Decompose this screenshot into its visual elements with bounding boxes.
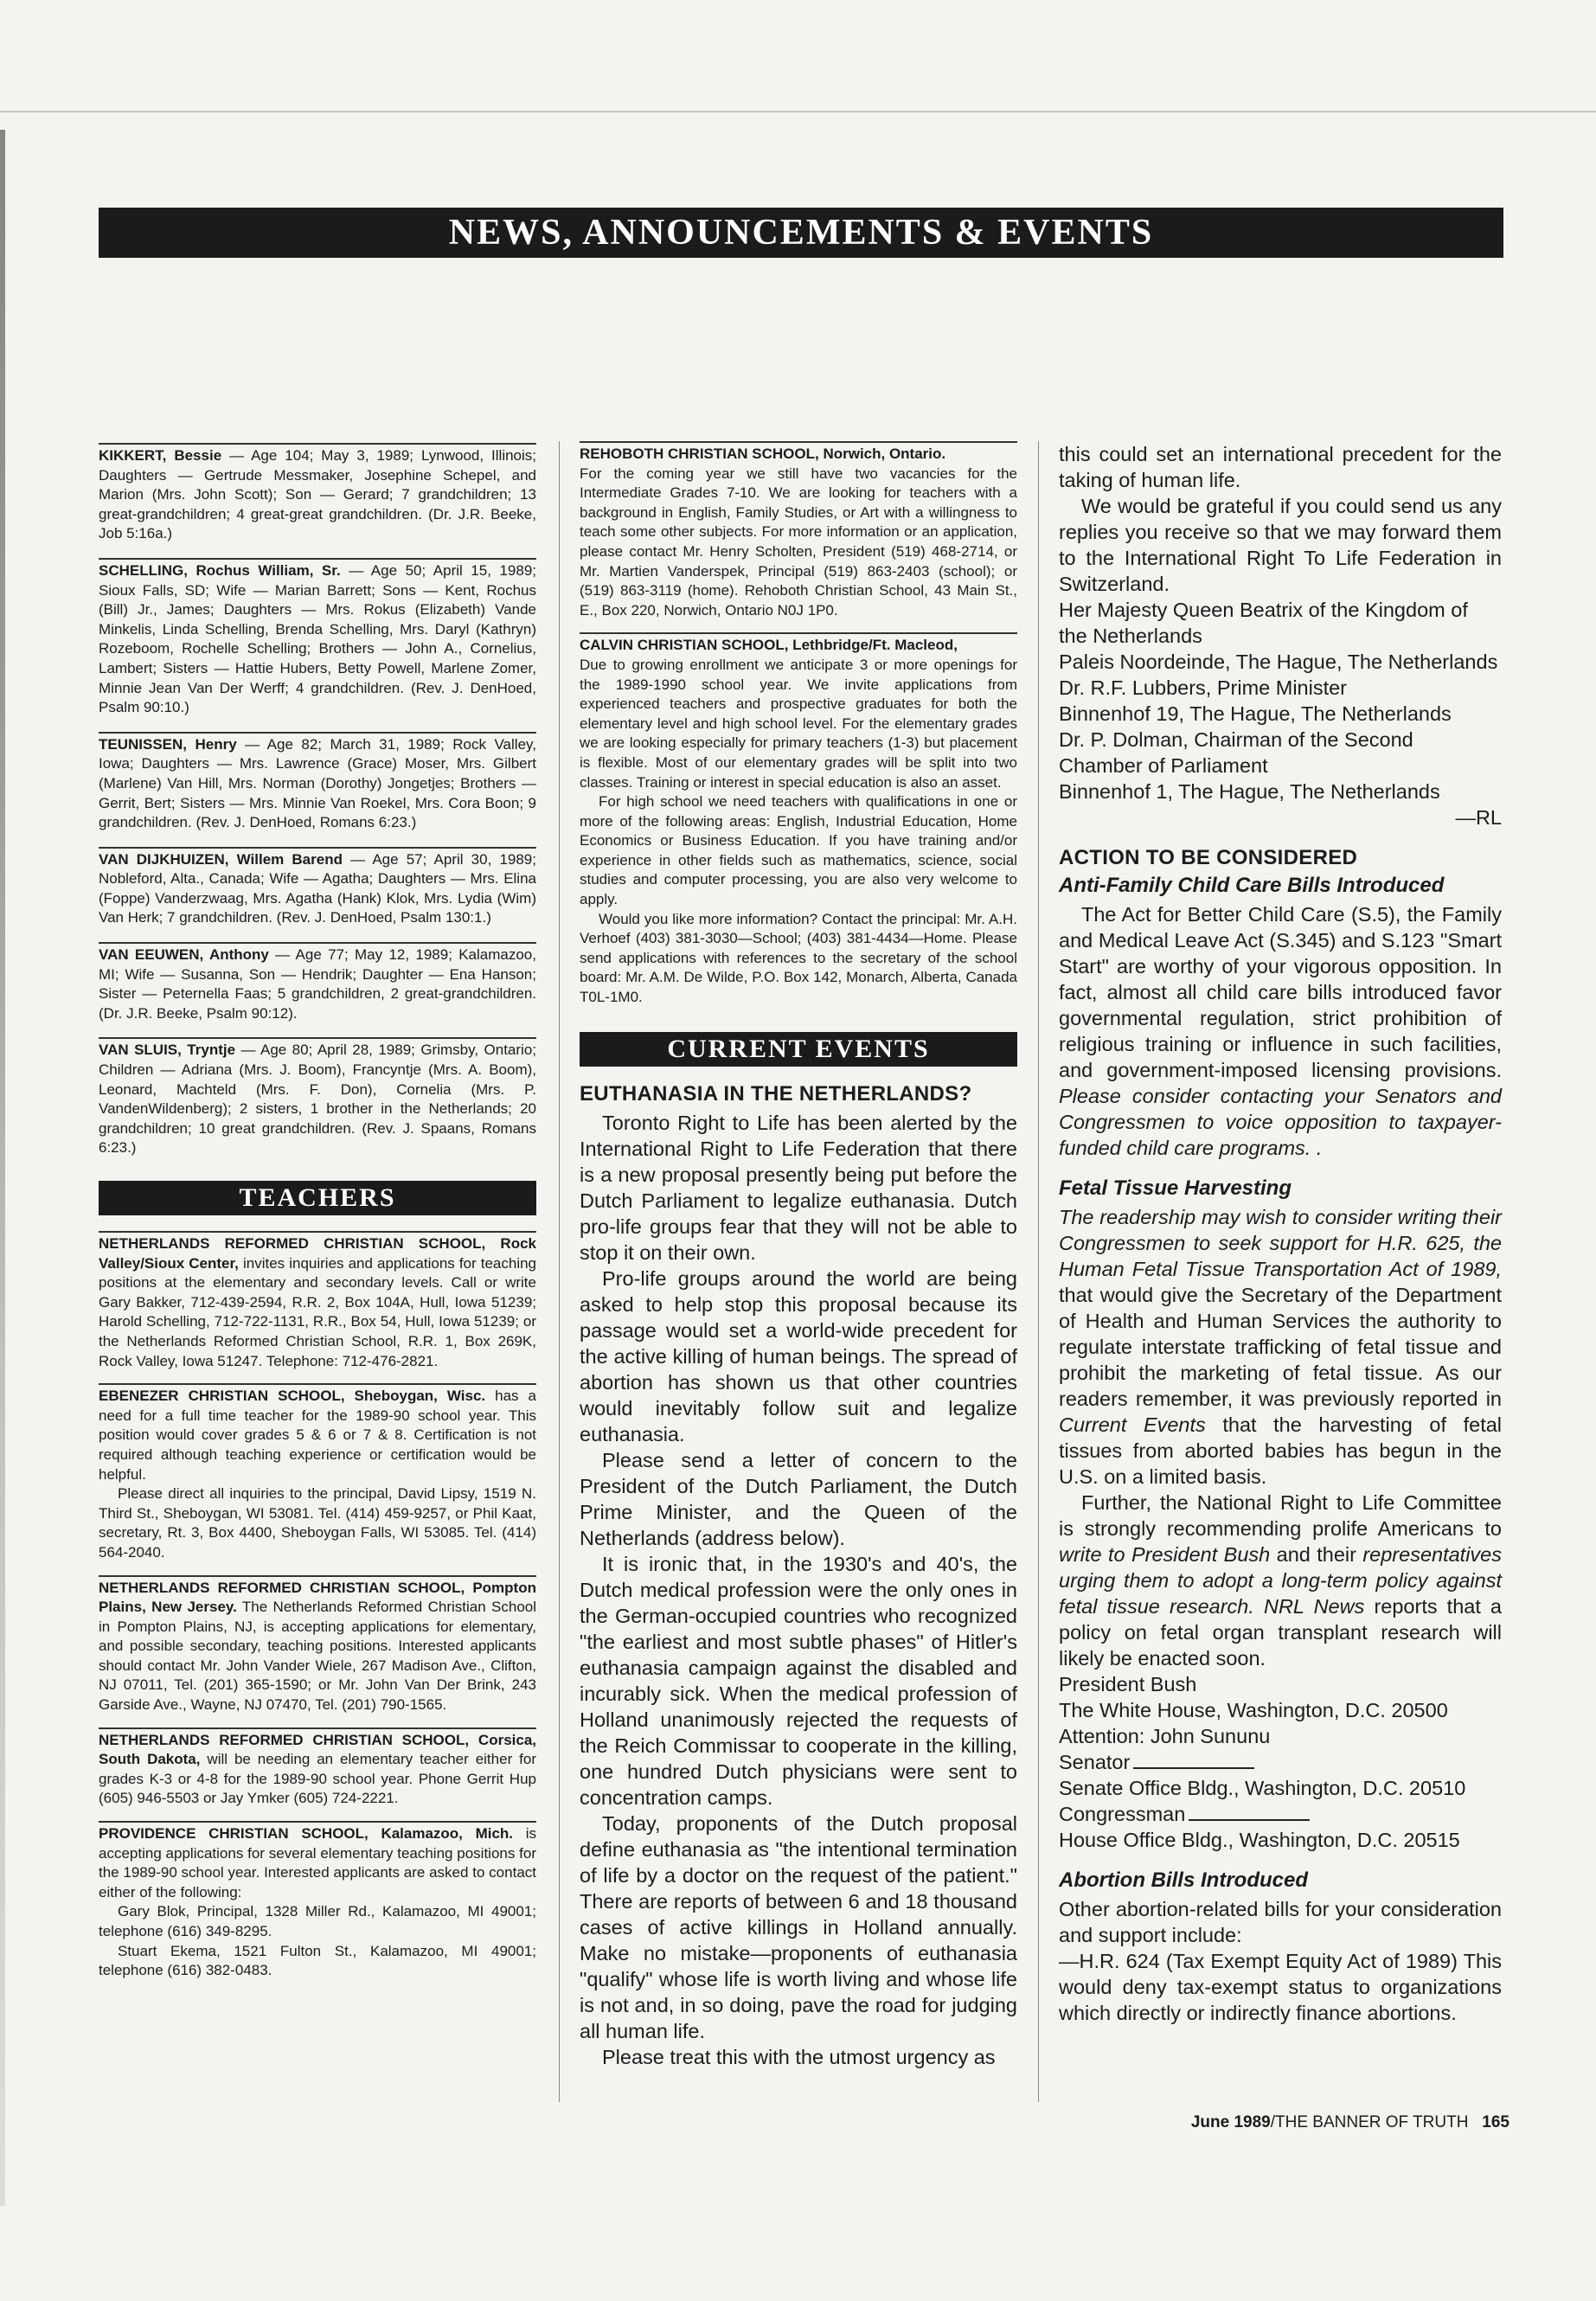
further-paragraph	[1059, 1490, 1502, 1671]
notice-rule	[99, 942, 536, 944]
obituary-text: — Age 50; April 15, 1989; Sioux Falls, SD; Wife — Marian Barrett; Sons — Kent, Rochus (Bill) Jr., James; Daughters — Mrs. Rokus (Elizabeth) Vande Minkelis, Linda Schelling, Brenda Schelling, Mrs. Daryl (Kathryn) Rozeboom, Rochelle Schelling; Brothers — John A., Cornelius, Lambert; Sisters — Hattie Hubers, Betty Powell, Marlene Zomer, Minnie Jean Van Der Werff; 4 grandchildren. (Rev. J. DenHoed, Psalm 90:10.)	[99, 561, 537, 716]
school-paragraph	[99, 1387, 536, 1484]
notice-rule	[99, 1383, 536, 1385]
obituary-entry	[99, 945, 536, 1023]
school-name: CALVIN CHRISTIAN SCHOOL, Lethbridge/Ft. Macleod,	[580, 637, 958, 654]
column-schools-current-events	[580, 441, 1017, 2070]
school-paragraph	[99, 1902, 536, 1941]
school-name: NETHERLANDS REFORMED CHRISTIAN SCHOOL, Rock Valley/Sioux Center,	[99, 1235, 536, 1272]
abortion-paragraph: Other abortion-related bills for your consideration and support include:	[1059, 1898, 1502, 1946]
notice-rule	[99, 732, 536, 734]
article-paragraph: Please send a letter of concern to the President of the Dutch Parliament, the Dutch Prime Minister, and the Queen of the Netherlands (address below).	[580, 1448, 1017, 1549]
fetal-italic: The readership may wish to consider writing their Congressmen to seek support for H.R. 625, the Human Fetal Tissue Transportation Act of 1989,	[1059, 1206, 1502, 1280]
senator-line	[1059, 1749, 1502, 1775]
scan-top-line	[0, 111, 1596, 112]
fetal-subheading: Fetal Tissue Harvesting	[1059, 1176, 1292, 1200]
obituary-text: — Age 80; April 28, 1989; Grimsby, Ontario; Children — Adriana (Mrs. J. Boom), Francyntje (Mrs. A. Boom), Leonard, Machteld (Mrs. F. Don), Cornelia (Mrs. P. VandenWildenberg); 2 sisters, 1 brother in the Netherlands; 20 grandchildren; 10 great grandchildren. (Rev. J. Spaans, Romans 6:23.)	[99, 1042, 536, 1157]
childcare-text: The Act for Better Child Care (S.5), the Family and Medical Leave Act (S.345) and S.123 "Smart Start" are worthy of your vigorous opposition. In fact, almost all child care bills introduced favor governmental regulation, strict prohibition of religious training or influence in such facilities, and government-imposed licensing provisions.	[1059, 903, 1502, 1081]
obituary-text: — Age 104; May 3, 1989; Lynwood, Illinois; Daughters — Gertrude Messmaker, Josephine Schepel, and Marion (Mrs. John Scott); Son — Gerard; 7 grandchildren; 13 great-grandchildren; 4 great-great grandchildren. (Dr. J.R. Beeke, Job 5:16a.)	[99, 447, 537, 542]
column-action	[1059, 441, 1502, 2026]
column-divider	[559, 441, 560, 2102]
address-line: Paleis Noordeinde, The Hague, The Netherlands	[1059, 651, 1498, 673]
footer-date: June 1989	[1190, 2113, 1271, 2131]
us-addresses	[1059, 1671, 1502, 1749]
article-paragraph: Today, proponents of the Dutch proposal define euthanasia as "the intentional termination of life by a doctor on the request of the patient." There are reports of between 6 and 18 thousand cases of active killings in Holland annually. Make no mistake—proponents of euthanasia "qualify" whose life is worth living and whose life is not and, in so doing, pave the road for judging all human life.	[580, 1811, 1017, 2042]
netherlands-addresses	[1059, 597, 1502, 804]
school-name: REHOBOTH CHRISTIAN SCHOOL, Norwich, Ontario.	[580, 445, 946, 462]
senator-label: Senator	[1059, 1751, 1131, 1773]
further-text: Further, the National Right to Life Committee is strongly recommending prolife Americans to	[1059, 1491, 1502, 1540]
notice-rule	[99, 1575, 536, 1577]
hr624-paragraph: —H.R. 624 (Tax Exempt Equity Act of 1989) This would deny tax-exempt status to organizations which directly or indirectly finance abortions.	[1059, 1950, 1502, 2024]
obituary-text: — Age 77; May 12, 1989; Kalamazoo, MI; Wife — Susanna, Son — Hendrik; Daughter — Ena Hanson; Sister — Peternella Faas; 5 grandchildren, 2 great-grandchildren. (Dr. J.R. Beeke, Psalm 90:12).	[99, 946, 536, 1022]
notice-rule	[99, 1231, 536, 1233]
article-paragraph: It is ironic that, in the 1930's and 40's, the Dutch medical profession were the only ones in the German-occupied countries who recognized "the earliest and most subtle phases" of Hitler's euthanasia campaign against the disabled and incurably sick. When the medical profession of Holland unanimously rejected the requests of the Reich Commissar to cooperate in the killing, one hundred Dutch physicians were sent to concentration camps.	[580, 1552, 1017, 1809]
childcare-italic: Please consider contacting your Senators and Congressmen to voice opposition to taxpayer-funded child care programs. .	[1059, 1085, 1502, 1159]
congressman-blank	[1189, 1819, 1310, 1821]
house-address: House Office Bldg., Washington, D.C. 20515	[1059, 1829, 1460, 1851]
school-notice	[99, 1731, 536, 1809]
obituary-name: TEUNISSEN, Henry	[99, 735, 237, 753]
school-name: PROVIDENCE CHRISTIAN SCHOOL, Kalamazoo, Mich.	[99, 1825, 514, 1843]
author-signoff: —RL	[1455, 806, 1502, 829]
school-notice	[99, 1579, 536, 1715]
school-notice	[580, 445, 1017, 620]
school-paragraph	[99, 1579, 536, 1715]
obituary-entry	[99, 561, 536, 718]
childcare-subheading: Anti-Family Child Care Bills Introduced	[1059, 874, 1445, 897]
further-italic: write to President Bush	[1059, 1543, 1271, 1566]
notice-rule	[99, 1821, 536, 1823]
notice-rule	[99, 847, 536, 849]
school-text: Stuart Ekema, 1521 Fulton St., Kalamazoo, MI 49001; telephone (616) 382-0483.	[99, 1942, 536, 1979]
congressman-line	[1059, 1801, 1502, 1827]
obituary-list	[99, 443, 536, 1158]
school-text: The Netherlands Reformed Christian School in Pompton Plains, NJ, is accepting applications for elementary, and possible secondary, teaching positions. Interested applicants should contact Mr. John Vander Wiele, 267 Madison Ave., Clifton, NJ 07011, Tel. (201) 365-1590; or Mr. John Van Der Brink, 243 Garside Ave., Wayne, NJ 07470, Tel. (201) 790-1565.	[99, 1599, 537, 1714]
address-line: Dr. P. Dolman, Chairman of the Second Chamber of Parliament	[1059, 728, 1413, 777]
notice-rule	[99, 1037, 536, 1039]
obituary-text: — Age 82; March 31, 1989; Rock Valley, Iowa; Daughters — Mrs. Lawrence (Grace) Moser, Mrs. Gilbert (Marlene) Van Hill, Mrs. Norman (Dorothy) Jongetjes; Brothers — Gerrit, Bert; Sisters — Mrs. Minnie Van Roekel, Mrs. Cora Boon; 9 grandchildren. (Rev. J. DenHoed, Romans 6:23.)	[99, 735, 536, 831]
school-paragraph: Due to growing enrollment we anticipate 3 or more openings for the 1989-1990 school year. We invite applications from experienced teachers and prospective graduates for both the elementary level and high school level. For the elementary grades we are looking especially for primary teachers (1-3) but placement is flexible. Most of our elementary grades will be split into two classes. Training or interest in special education is also an asset.	[580, 656, 1017, 791]
school-paragraph: For high school we need teachers with qualifications in one or more of the following areas: English, Industrial Education, Home Economics or Business Education. If you have training and/or experience in other fields such as mathematics, science, social studies and computer processing, you are also very welcome to apply.	[580, 793, 1017, 908]
school-text: Gary Blok, Principal, 1328 Miller Rd., Kalamazoo, MI 49001; telephone (616) 349-8295.	[99, 1903, 536, 1939]
article-paragraph: Toronto Right to Life has been alerted by the International Right to Life Federation that there is a new proposal presently being put before the Dutch Parliament to legalize euthanasia. Dutch pro-life groups fear that they will not be able to stop it on their own.	[580, 1111, 1017, 1264]
congressman-label: Congressman	[1059, 1803, 1186, 1825]
senate-address: Senate Office Bldg., Washington, D.C. 20510	[1059, 1777, 1466, 1799]
article-paragraph: Pro-life groups around the world are being asked to help stop this proposal because its passage would set a world-wide precedent for the active killing of human beings. The spread of abortion has shown us that other countries would inevitably follow suit and legalize euthanasia.	[580, 1266, 1017, 1445]
further-text-end: reports that a policy on fetal organ transplant research will likely be enacted soon.	[1059, 1595, 1502, 1670]
obituary-text: — Age 57; April 30, 1989; Nobleford, Alta., Canada; Wife — Agatha; Daughters — Mrs. Elina (Foppe) Vanderzwaag, Mrs. Agatha (Hank) Klok, Mrs. Lydia (Wim) Van Herk; 7 grandchildren. (Rev. J. DenHoed, Psalm 130:1.)	[99, 850, 536, 926]
school-paragraph	[99, 1824, 536, 1902]
obituary-name: KIKKERT, Bessie	[99, 447, 222, 464]
school-text: Please direct all inquiries to the principal, David Lipsy, 1519 N. Third St., Sheboygan, WI 53081. Tel. (414) 459-9257, or Phil Kaat, secretary, Rt. 3, Box 4400, Sheboygan Falls, WI 53085. Tel. (414) 564-2040.	[99, 1485, 536, 1561]
notice-rule	[99, 443, 536, 445]
scan-left-edge	[0, 130, 5, 2206]
address-line: President Bush	[1059, 1673, 1197, 1695]
school-paragraph: Would you like more information? Contact the principal: Mr. A.H. Verhoef (403) 381-3030—School; (403) 381-4434—Home. Please send applications with references to the secretary of the school board: Mr. A.M. De Wilde, P.O. Box 142, Monarch, Alberta, Canada T0L-1M0.	[580, 910, 1017, 1006]
school-paragraph	[99, 1484, 536, 1562]
school-notice	[99, 1234, 536, 1371]
abortion-subheading: Abortion Bills Introduced	[1059, 1868, 1308, 1892]
fetal-text-end: that the harvesting of fetal tissues from aborted babies has begun in the U.S. on a limited basis.	[1059, 1413, 1503, 1488]
obituary-entry	[99, 850, 536, 928]
euthanasia-headline: EUTHANASIA IN THE NETHERLANDS?	[580, 1081, 972, 1106]
school-text: will be needing an elementary teacher either for grades K-3 or 4-8 for the 1989-90 school year. Phone Gerrit Hup (605) 946-5503 or Jay Ymker (605) 724-2221.	[99, 1751, 536, 1807]
action-headline: ACTION TO BE CONSIDERED	[1059, 846, 1358, 869]
school-name: NETHERLANDS REFORMED CHRISTIAN SCHOOL, Corsica, South Dakota,	[99, 1731, 536, 1768]
school-text: invites inquiries and applications for teaching positions at the elementary and secondary levels. Call or write Gary Bakker, 712-439-2594, R.R. 2, Box 104A, Hull, Iowa 51239; Harold Schelling, 712-722-1131, R.R., Box 54, Hull, Iowa 51239; or the Netherlands Reformed Christian School, R.R. 1, Box 269K, Rock Valley, Iowa 51247. Telephone: 712-476-2821.	[99, 1254, 537, 1369]
current-events-section-header: CURRENT EVENTS	[580, 1032, 1017, 1067]
fetal-text: that would give the Secretary of the Department of Health and Human Services the authority to regulate interstate trafficking of fetal tissue and prohibit the marketing of fetal tissue. As our readers remember, it was previously reported in	[1059, 1284, 1502, 1410]
address-line: Dr. R.F. Lubbers, Prime Minister	[1059, 676, 1348, 699]
fetal-italic-ref: Current Events	[1059, 1413, 1206, 1436]
childcare-paragraph	[1059, 901, 1502, 1161]
grateful-paragraph: We would be grateful if you could send us any replies you receive so that we may forward them to the International Right To Life Federation in Switzerland.	[1059, 495, 1502, 595]
address-line: Attention: John Sununu	[1059, 1725, 1271, 1747]
teachers-section-header: TEACHERS	[99, 1181, 536, 1215]
notice-rule	[99, 1727, 536, 1729]
school-paragraph	[99, 1942, 536, 1981]
school-paragraph	[99, 1234, 536, 1371]
school-name: EBENEZER CHRISTIAN SCHOOL, Sheboygan, Wisc.	[99, 1388, 486, 1405]
senator-blank	[1133, 1767, 1254, 1769]
school-notice	[580, 636, 1017, 1007]
euthanasia-article	[580, 1110, 1017, 2070]
notice-rule	[580, 632, 1017, 634]
notice-rule	[580, 441, 1017, 443]
address-line: Binnenhof 1, The Hague, The Netherlands	[1059, 780, 1440, 803]
school-text: has a need for a full time teacher for the 1989-90 school year. This position would cover grades 5 & 6 or 7 & 8. Certification is not required although teaching experience or certification would be helpful.	[99, 1388, 537, 1483]
address-line: Binnenhof 19, The Hague, The Netherlands	[1059, 702, 1452, 725]
column-divider	[1038, 441, 1039, 2102]
school-notice	[99, 1387, 536, 1562]
page-banner: NEWS, ANNOUNCEMENTS & EVENTS	[99, 208, 1503, 258]
school-name: NETHERLANDS REFORMED CHRISTIAN SCHOOL, Pompton Plains, New Jersey.	[99, 1579, 536, 1616]
obituary-name: VAN SLUIS, Tryntje	[99, 1042, 236, 1059]
further-text-mid: and their	[1270, 1543, 1363, 1566]
obituary-name: SCHELLING, Rochus William, Sr.	[99, 561, 341, 579]
obituary-entry	[99, 1041, 536, 1158]
school-listing	[580, 441, 1017, 1008]
notice-rule	[99, 558, 536, 560]
article-continuation: this could set an international precedent for the taking of human life.	[1059, 443, 1502, 491]
further-italic-policy: representatives urging them to adopt a long-term policy against fetal tissue research. NRL News	[1059, 1543, 1502, 1618]
obituary-name: VAN EEUWEN, Anthony	[99, 946, 269, 964]
address-line: The White House, Washington, D.C. 20500	[1059, 1699, 1448, 1721]
school-paragraph: For the coming year we still have two vacancies for the Intermediate Grades 7-10. We are looking for teachers with a background in English, Family Studies, or Art with a willingness to teach some other subjects. For more information or an application, please contact Mr. Henry Scholten, President (519) 468-2714, or Mr. Martien Vanderspek, Principal (519) 863-2403 (school); or (519) 863-3119 (home). Rehoboth Christian School, 43 Main St., E., Box 220, Norwich, Ontario N0J 1P0.	[580, 465, 1017, 619]
obituary-name: VAN DIJKHUIZEN, Willem Barend	[99, 850, 343, 868]
fetal-paragraph	[1059, 1204, 1502, 1490]
column-obituaries-teachers	[99, 441, 536, 1993]
school-notice	[99, 1824, 536, 1981]
footer-page-number: 165	[1482, 2113, 1509, 2131]
obituary-entry	[99, 735, 536, 833]
obituary-entry	[99, 446, 536, 544]
page-footer	[1163, 2113, 1509, 2132]
address-line: Her Majesty Queen Beatrix of the Kingdom of the Netherlands	[1059, 599, 1468, 647]
footer-publication: /THE BANNER OF TRUTH	[1270, 2113, 1469, 2131]
teacher-listing	[99, 1231, 536, 1981]
article-paragraph: Please treat this with the utmost urgency as	[602, 2045, 996, 2068]
school-paragraph	[99, 1731, 536, 1809]
school-text: is accepting applications for several elementary teaching positions for the 1989-90 school year. Interested applicants are asked to contact either of the following:	[99, 1825, 536, 1900]
